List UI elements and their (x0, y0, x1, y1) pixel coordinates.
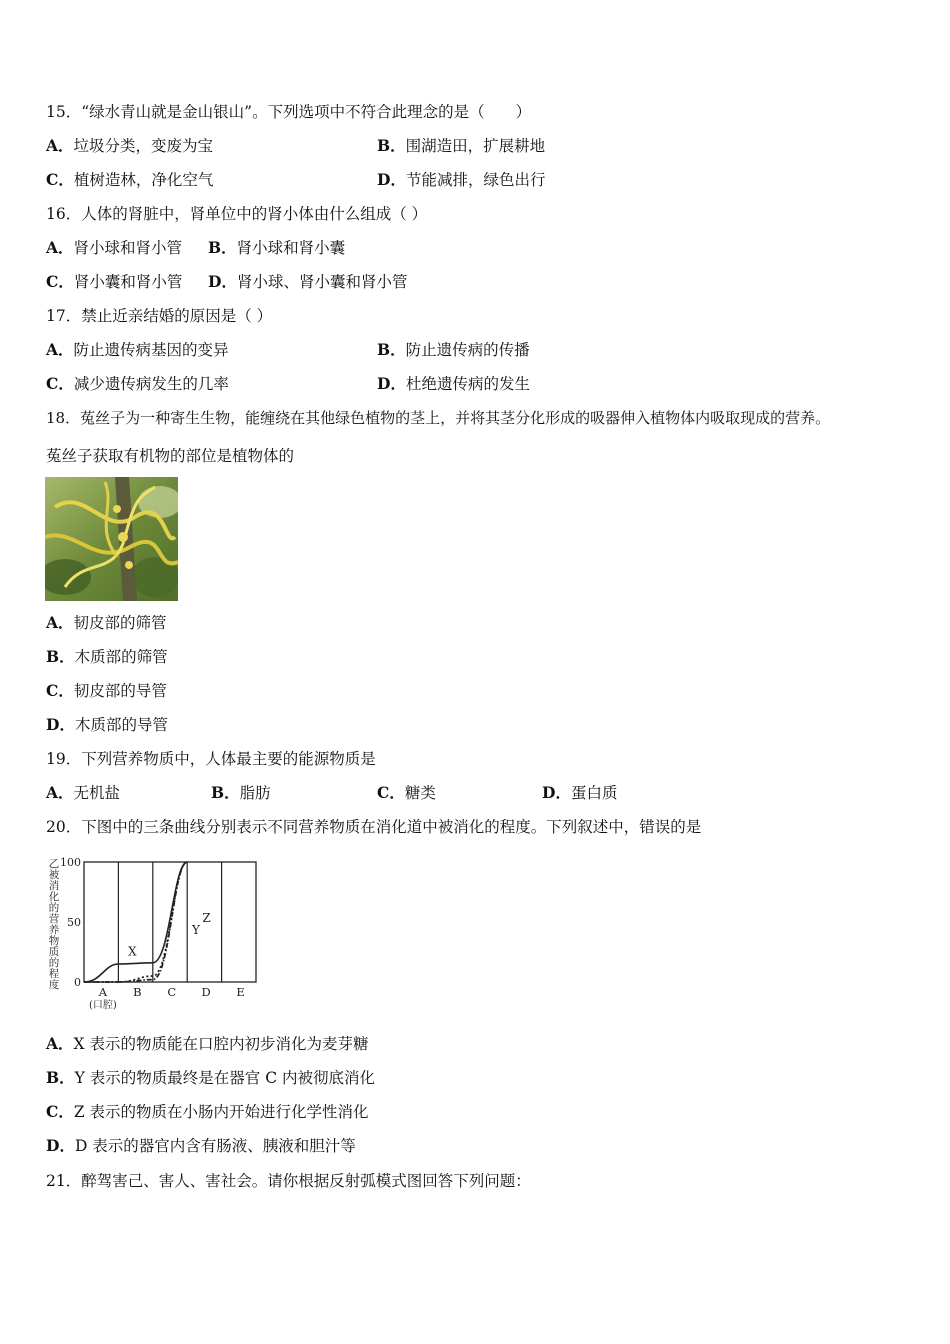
chart-ylabel-char: 乙 (48, 858, 60, 870)
q16-option-a: A．肾小球和肾小管 (46, 238, 183, 257)
chart-ylabel-char: 程 (48, 968, 60, 980)
digestion-chart (46, 855, 276, 1015)
chart-category-label: C (167, 985, 177, 999)
q15-option-c: C．植树造林，净化空气 (46, 170, 214, 189)
q16-stem: 16．人体的肾脏中，肾单位中的肾小体由什么组成（ ） (46, 205, 428, 223)
chart-category-label: D (201, 985, 211, 999)
q15-option-d: D．节能减排，绿色出行 (377, 170, 546, 189)
chart-ylabel-char: 的 (48, 957, 60, 969)
q19-option-b: B．脂肪 (211, 783, 271, 802)
q15-option-b: B．围湖造田，扩展耕地 (377, 136, 546, 155)
q18-option-b: B．木质部的筛管 (46, 647, 168, 666)
q19-option-c: C．糖类 (377, 783, 436, 802)
chart-ylabel-char: 度 (48, 979, 60, 991)
q20-option-a: A．X 表示的物质能在口腔内初步消化为麦芽糖 (46, 1034, 369, 1053)
chart-ylabel-char: 营 (48, 913, 60, 925)
q17-option-c: C．减少遗传病发生的几率 (46, 374, 229, 393)
chart-series-label: Z (202, 911, 211, 925)
q18-stem-line2: 菟丝子获取有机物的部位是植物体的 (46, 447, 295, 465)
q20-option-b: B．Y 表示的物质最终是在器官 C 内被彻底消化 (46, 1068, 375, 1087)
chart-category-note: (口腔) (89, 1000, 117, 1011)
q15-stem: 15．“绿水青山就是金山银山”。下列选项中不符合此理念的是（ ） (46, 103, 532, 121)
chart-ylabel-char: 质 (48, 946, 60, 958)
q18-option-d: D．木质部的导管 (46, 715, 168, 734)
dodder-plant-illustration (45, 477, 178, 601)
q16-option-d: D．肾小球、肾小囊和肾小管 (208, 272, 408, 291)
chart-ylabel-char: 被 (48, 869, 60, 881)
chart-ytick-label: 100 (60, 856, 81, 869)
chart-ytick-label: 0 (74, 976, 81, 989)
q21-stem: 21．醉驾害己、害人、害社会。请你根据反射弧模式图回答下列问题： (46, 1172, 531, 1190)
chart-ylabel-char: 物 (48, 935, 60, 947)
chart-category-label: A (98, 985, 108, 999)
chart-ylabel-char: 化 (48, 891, 60, 903)
q17-option-a: A．防止遗传病基因的变异 (46, 340, 229, 359)
q17-stem: 17．禁止近亲结婚的原因是（ ） (46, 307, 273, 325)
chart-ylabel-char: 养 (48, 924, 60, 936)
chart-ylabel-char: 的 (48, 902, 60, 914)
q17-option-d: D．杜绝遗传病的发生 (377, 374, 530, 393)
q20-option-d: D．D 表示的器官内含有肠液、胰液和胆汁等 (46, 1136, 356, 1155)
q19-option-a: A．无机盐 (46, 783, 121, 802)
chart-category-label: B (133, 985, 142, 999)
q17-option-b: B．防止遗传病的传播 (377, 340, 530, 359)
chart-series-label: Y (192, 923, 200, 937)
q16-option-c: C．肾小囊和肾小管 (46, 272, 183, 291)
q19-option-d: D．蛋白质 (542, 783, 618, 802)
chart-series-x-line (84, 862, 187, 982)
dodder-plant-photo (45, 477, 178, 601)
chart-category-label: E (236, 985, 245, 999)
q19-stem: 19．下列营养物质中，人体最主要的能源物质是 (46, 750, 376, 768)
q18-option-a: A．韧皮部的筛管 (46, 613, 167, 632)
chart-series-label: X (128, 944, 137, 959)
q15-option-a: A．垃圾分类，变废为宝 (46, 136, 214, 155)
chart-ytick-label: 50 (67, 916, 81, 929)
q18-option-c: C．韧皮部的导管 (46, 681, 167, 700)
q20-option-c: C．Z 表示的物质在小肠内开始进行化学性消化 (46, 1102, 369, 1121)
chart-ylabel-char: 消 (48, 880, 60, 892)
q18-stem-line1: 18．菟丝子为一种寄生生物，能缠绕在其他绿色植物的茎上，并将其茎分化形成的吸器伸入植物体内吸取现成的营养。 (46, 409, 831, 427)
q20-stem: 20．下图中的三条曲线分别表示不同营养物质在消化道中被消化的程度。下列叙述中，错误的是 (46, 818, 702, 836)
q16-option-b: B．肾小球和肾小囊 (208, 238, 346, 257)
